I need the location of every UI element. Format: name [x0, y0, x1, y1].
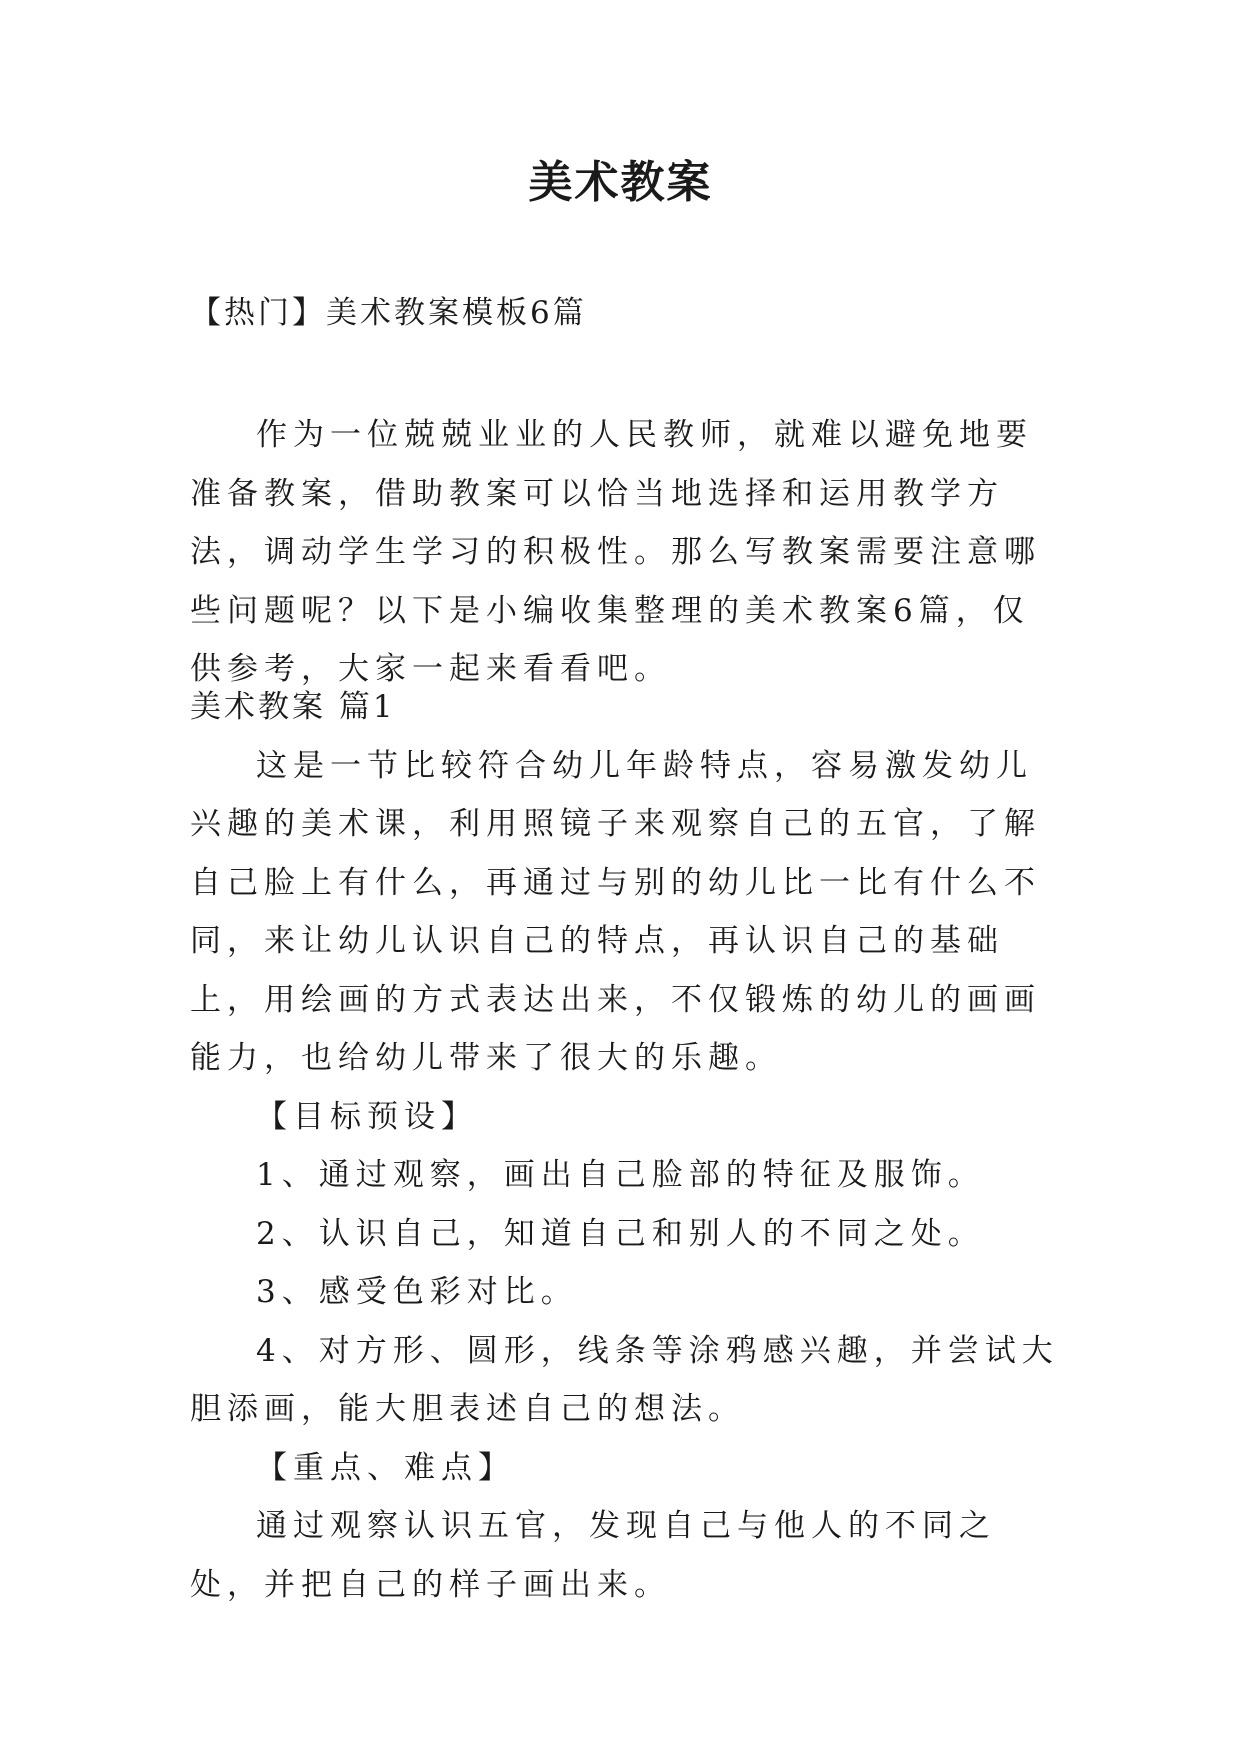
document-subtitle: 【热门】美术教案模板6篇	[190, 295, 587, 331]
goal-item-4: 4、对方形、圆形，线条等涂鸦感兴趣，并尝试大胆添画，能大胆表述自己的想法。	[190, 1332, 1059, 1427]
key-points-paragraph: 通过观察认识五官，发现自己与他人的不同之处，并把自己的样子画出来。	[190, 1508, 996, 1603]
intro-paragraph: 作为一位兢兢业业的人民教师，就难以避免地要准备教案，借助教案可以恰当地选择和运用教学方法，调动学生学习的积极性。那么写教案需要注意哪些问题呢？以下是小编收集整理的美术教案6篇，仅供参考，大家一起来看看吧。	[190, 417, 1041, 687]
goals-heading: 【目标预设】	[256, 1098, 478, 1135]
intro-block	[190, 406, 1060, 699]
section-paragraph-description: 这是一节比较符合幼儿年龄特点，容易激发幼儿兴趣的美术课，利用照镜子来观察自己的五官，了解自己脸上有什么，再通过与别的幼儿比一比有什么不同，来让幼儿认识自己的特点，再认识自己的基础上，用绘画的方式表达出来，不仅锻炼的幼儿的画画能力，也给幼儿带来了很大的乐趣。	[190, 747, 1041, 1076]
key-points-heading: 【重点、难点】	[256, 1449, 515, 1486]
goal-item-1: 1、通过观察，画出自己脸部的特征及服饰。	[256, 1157, 985, 1193]
section-block	[190, 678, 1060, 1614]
goal-item-3: 3、感受色彩对比。	[256, 1274, 578, 1310]
goal-item-2: 2、认识自己，知道自己和别人的不同之处。	[256, 1215, 985, 1252]
document-title: 美术教案	[528, 157, 713, 208]
section-heading: 美术教案 篇1	[190, 689, 396, 725]
